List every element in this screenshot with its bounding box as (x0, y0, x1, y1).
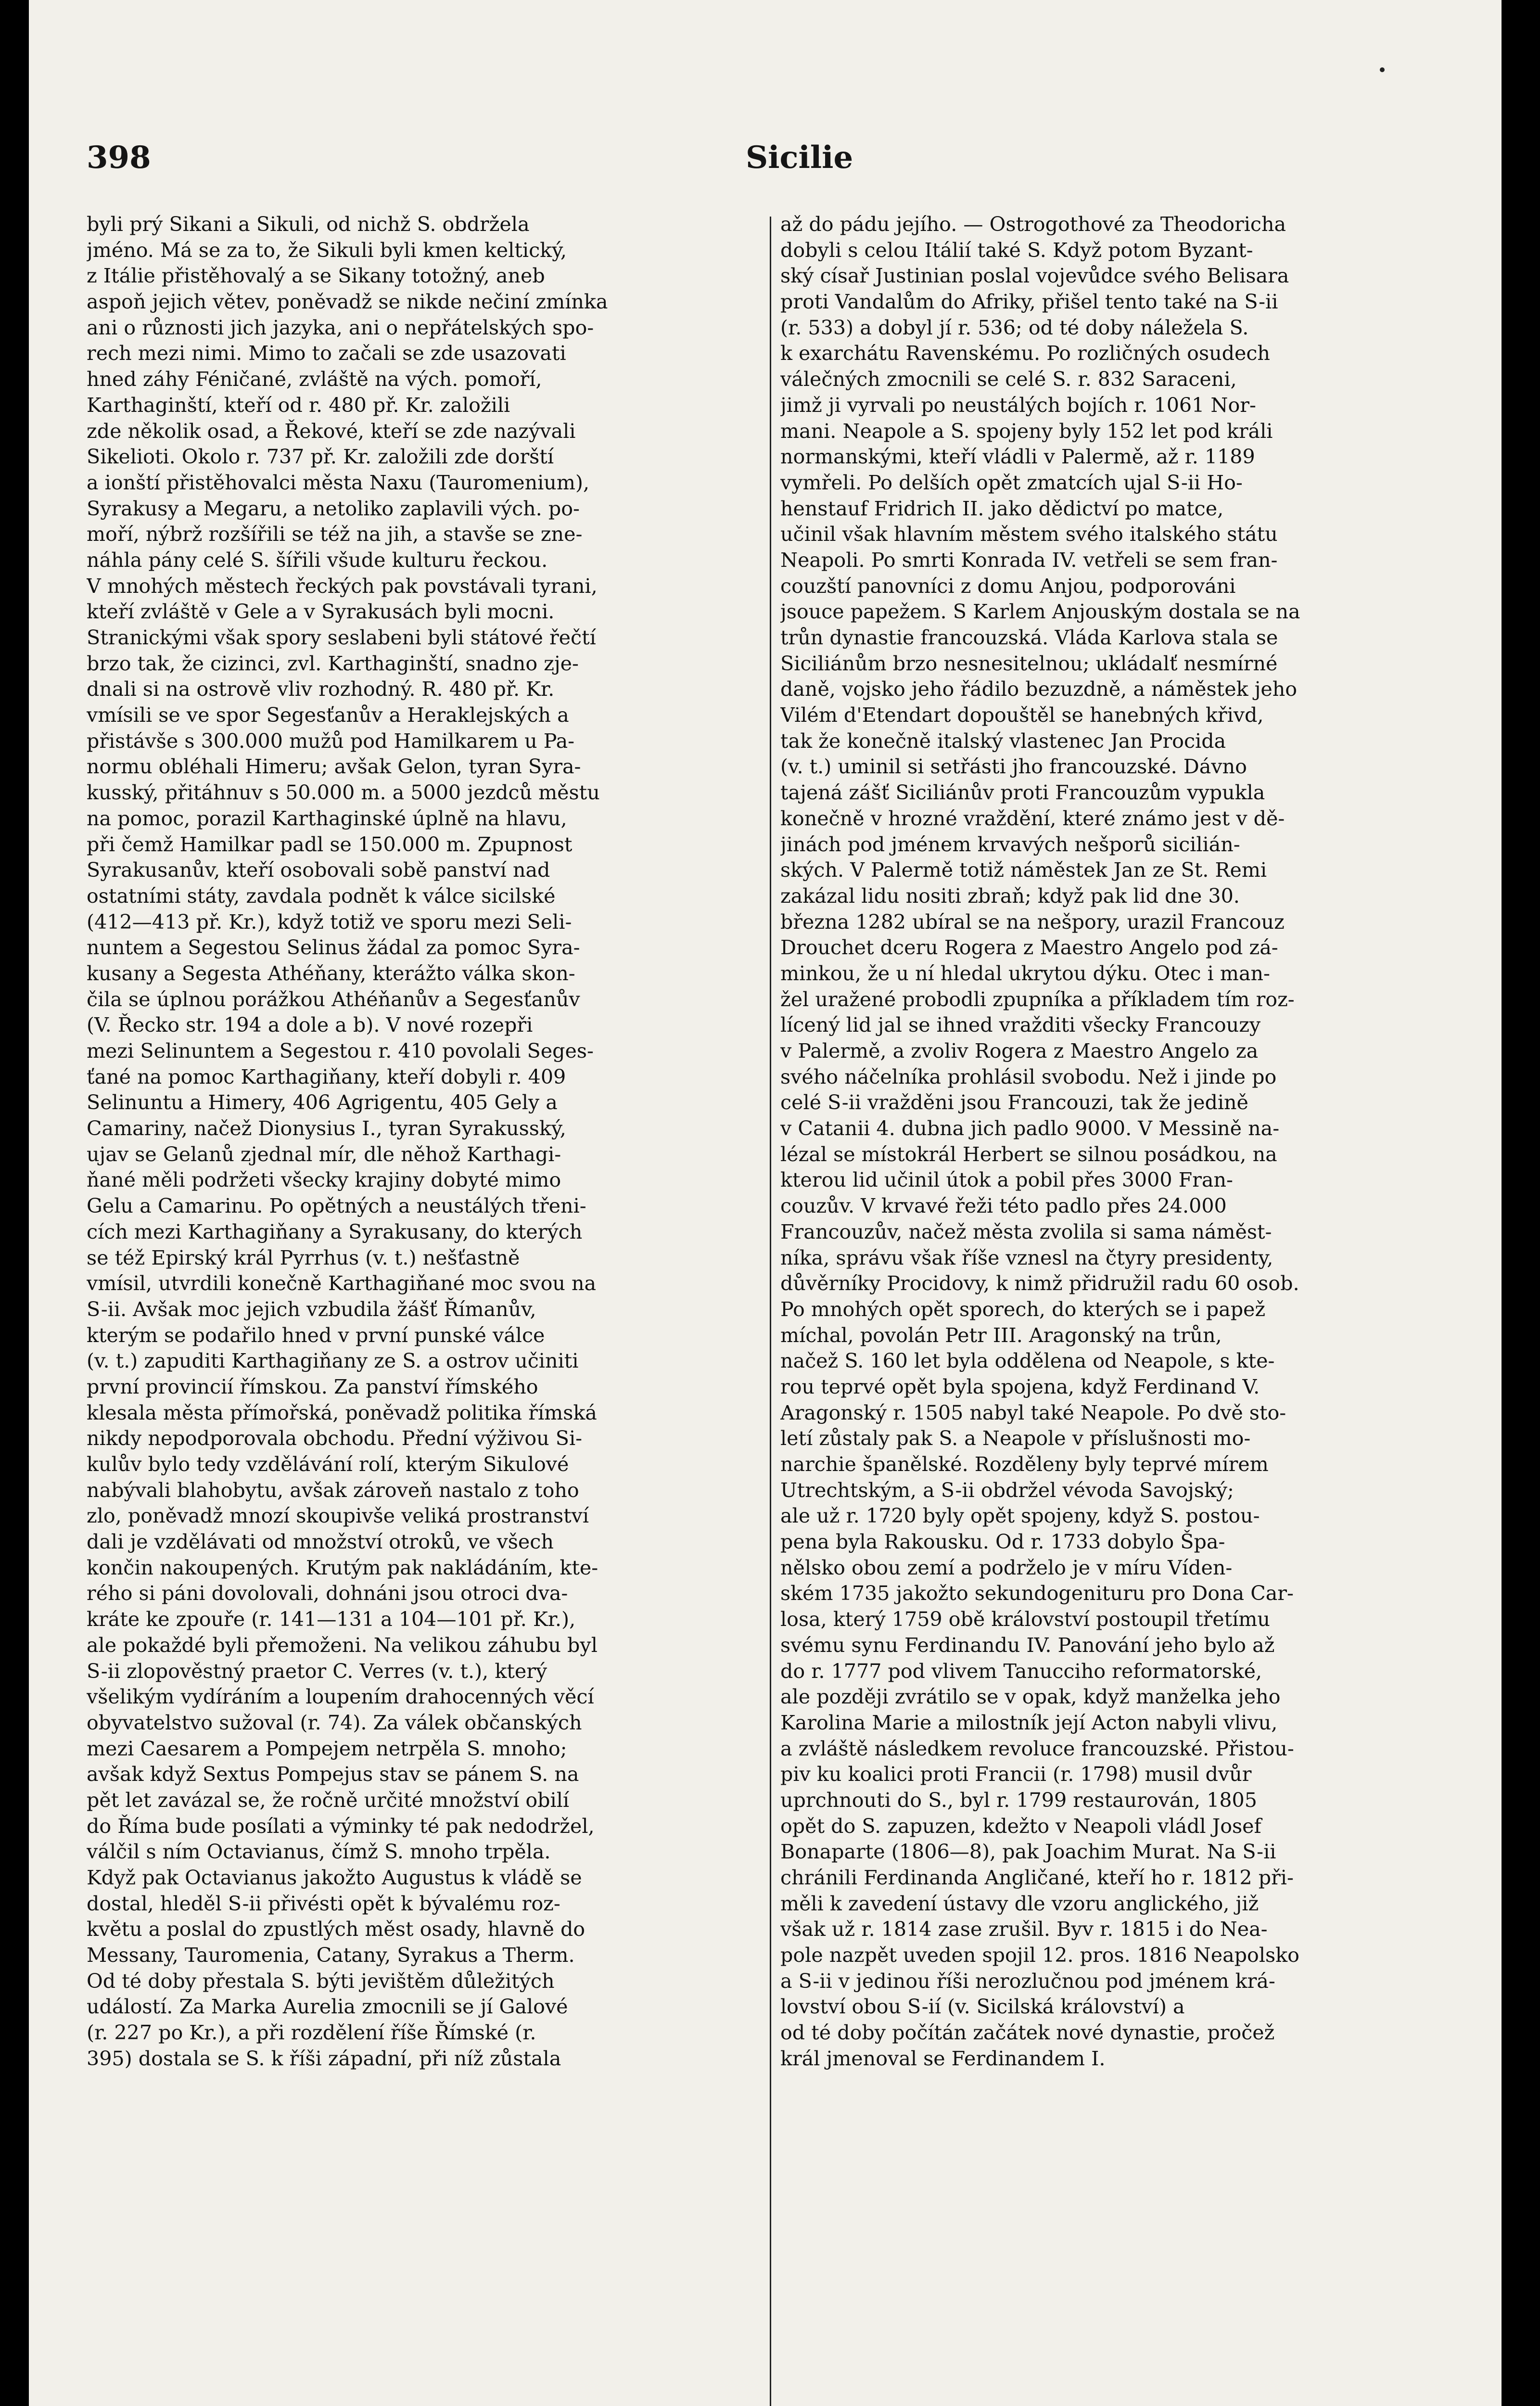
text-line: henstauf Fridrich II. jako dědictví po matce, (780, 497, 1224, 520)
text-line: V mnohých městech řeckých pak povstávali tyrani, (87, 574, 598, 598)
text-line: rou teprvé opět byla spojena, když Ferdinand V. (780, 1375, 1260, 1398)
text-line: ských. V Palermě totiž náměstek Jan ze St. Remi (780, 858, 1267, 882)
text-line: se též Epirský král Pyrrhus (v. t.) nešťastně (87, 1246, 520, 1269)
text-line: Neapoli. Po smrti Konrada IV. vetřeli se sem fran- (780, 548, 1278, 572)
text-line: trůn dynastie francouzská. Vláda Karlova stala se (780, 626, 1278, 649)
text-line: kusany a Segesta Athéňany, kterážto válka skon- (87, 961, 575, 985)
text-line: moří, nýbrž rozšířili se též na jih, a stavše se zne- (87, 523, 583, 546)
text-line: dnali si na ostrově vliv rozhodný. R. 480 př. Kr. (87, 678, 555, 701)
text-line: až do pádu jejího. — Ostrogothové za Theodoricha (780, 213, 1286, 236)
text-line: celé S-ii vražděni jsou Francouzi, tak že jedině (780, 1091, 1248, 1114)
text-line: svého náčelníka prohlásil svobodu. Než i jinde po (780, 1065, 1277, 1088)
text-line: čila se úplnou porážkou Athéňanův a Segesťanův (87, 987, 580, 1011)
text-line: vmísili se ve spor Segesťanův a Heraklejských a (87, 704, 569, 727)
text-line: důvěrníky Procidovy, k nimž přidružil radu 60 osob. (780, 1272, 1299, 1295)
text-line: Od té doby přestala S. býti jevištěm důležitých (87, 1969, 555, 1993)
text-line: 395) dostala se S. k říši západní, při níž zůstala (87, 2047, 561, 2070)
text-line: válečných zmocnili se celé S. r. 832 Saraceni, (780, 368, 1237, 391)
text-line: couzští panovníci z domu Anjou, podporováni (780, 574, 1236, 598)
text-line: rech mezi nimi. Mimo to začali se zde usazovati (87, 342, 566, 365)
text-line: kráte ke zpouře (r. 141—131 a 104—101 př. Kr.), (87, 1608, 576, 1631)
text-line: S-ii. Avšak moc jejich vzbudila žášť Římanův, (87, 1297, 536, 1321)
text-line: tak že konečně italský vlastenec Jan Procida (780, 729, 1226, 753)
text-line: Stranickými však spory seslabeni byli státové řečtí (87, 626, 596, 649)
text-line: (412—413 př. Kr.), když totiž ve sporu mezi Seli- (87, 910, 572, 934)
text-line: brzo tak, že cizinci, zvl. Karthaginští, snadno zje- (87, 652, 579, 675)
text-line: Drouchet dceru Rogera z Maestro Angelo pod zá- (780, 936, 1278, 960)
text-line: rého si páni dovolovali, dohnáni jsou otroci dva- (87, 1582, 568, 1605)
text-line: měli k zavedení ústavy dle vzoru anglického, již (780, 1892, 1259, 1915)
text-line: proti Vandalům do Afriky, přišel tento také na S-ii (780, 290, 1278, 314)
text-line: března 1282 ubíral se na nešpory, urazil Francouz (780, 910, 1285, 934)
text-line: mani. Neapole a S. spojeny byly 152 let pod králi (780, 419, 1273, 443)
text-line: od té doby počítán začátek nové dynastie, pročež (780, 2021, 1275, 2045)
text-line: couzův. V krvavé řeži této padlo přes 24.000 (780, 1194, 1227, 1218)
text-line: nuntem a Segestou Selinus žádal za pomoc Syra- (87, 936, 580, 960)
text-line: král jmenoval se Ferdinandem I. (780, 2047, 1106, 2070)
text-line: konečně v hrozné vraždění, které známo jest v dě- (780, 806, 1285, 830)
text-line: květu a poslal do zpustlých měst osady, hlavně do (87, 1918, 585, 1941)
text-line: však už r. 1814 zase zrušil. Byv r. 1815 i do Nea- (780, 1918, 1268, 1941)
text-line: klesala města přímořská, poněvadž politika římská (87, 1401, 597, 1424)
text-line: končin nakoupených. Krutým pak nakládáním, kte- (87, 1556, 598, 1579)
text-line: a S-ii v jedinou říši nerozlučnou pod jménem krá- (780, 1969, 1275, 1993)
page-speck (1380, 67, 1385, 72)
text-line: při čemž Hamilkar padl se 150.000 m. Zpupnost (87, 832, 573, 856)
text-line: Camariny, načež Dionysius I., tyran Syrakusský, (87, 1117, 566, 1140)
text-line: Siciliánům brzo nesnesitelnou; ukládalť nesmírné (780, 652, 1278, 675)
text-line: mezi Caesarem a Pompejem netrpěla S. mnoho; (87, 1737, 567, 1760)
text-line: náhla pány celé S. šířili všude kulturu řeckou. (87, 548, 548, 572)
text-line: (v. t.) uminil si setřásti jho francouzské. Dávno (780, 755, 1247, 779)
text-line: avšak když Sextus Pompejus stav se pánem S. na (87, 1763, 579, 1786)
text-line: vymřeli. Po delších opět zmatcích ujal S-ii Ho- (780, 471, 1243, 494)
text-line: kterým se podařilo hned v první punské válce (87, 1323, 545, 1347)
text-line: níka, správu však říše vznesl na čtyry presidenty, (780, 1246, 1273, 1269)
text-line: zde několik osad, a Řekové, kteří se zde nazývali (87, 419, 576, 443)
right-column (780, 212, 1454, 2072)
text-line: Syrakusanův, kteří osobovali sobě panství nad (87, 858, 550, 882)
text-line: (v. t.) zapuditi Karthagiňany ze S. a ostrov učiniti (87, 1349, 579, 1373)
text-line: nabývali blahobytu, avšak zároveň nastalo z toho (87, 1478, 579, 1502)
text-line: nělsko obou zemí a podrželo je v míru Víden- (780, 1556, 1233, 1579)
text-line: žel uražené probodli zpupníka a příkladem tím roz- (780, 987, 1295, 1011)
text-line: jinách pod jménem krvavých nešporů sicilián- (780, 832, 1240, 856)
text-line: ském 1735 jakožto sekundogenituru pro Dona Car- (780, 1582, 1294, 1605)
text-line: ský císař Justinian poslal vojevůdce svého Belisara (780, 264, 1289, 288)
text-line: chránili Ferdinanda Angličané, kteří ho r. 1812 při- (780, 1866, 1294, 1889)
text-line: mezi Selinuntem a Segestou r. 410 povolali Seges- (87, 1039, 594, 1062)
page-header (87, 140, 1502, 197)
text-line: do r. 1777 pod vlivem Tanucciho reformatorské, (780, 1659, 1262, 1683)
page-number: 398 (87, 140, 151, 176)
text-line: Utrechtským, a S-ii obdržel vévoda Savojský; (780, 1478, 1234, 1502)
text-line: opět do S. zapuzen, kdežto v Neapoli vládl Josef (780, 1814, 1261, 1838)
text-line: a ionští přistěhovalci města Naxu (Tauromenium), (87, 471, 590, 494)
text-line: Bonaparte (1806—8), pak Joachim Murat. Na S-ii (780, 1840, 1276, 1864)
text-line: jsouce papežem. S Karlem Anjouským dostala se na (780, 600, 1300, 624)
text-line: kulův bylo tedy vzdělávání rolí, kterým Sikulové (87, 1453, 569, 1476)
left-column (87, 212, 760, 2072)
text-line: Po mnohých opět sporech, do kterých se i papež (780, 1297, 1266, 1321)
text-line: v Catanii 4. dubna jich padlo 9000. V Messině na- (780, 1117, 1280, 1140)
text-line: hned záhy Féničané, zvláště na vých. pomoří, (87, 368, 542, 391)
text-line: Messany, Tauromenia, Catany, Syrakus a Therm. (87, 1944, 575, 1967)
text-line: narchie španělské. Rozděleny byly teprvé mírem (780, 1453, 1269, 1476)
text-line: válčil s ním Octavianus, čímž S. mnoho trpěla. (87, 1840, 551, 1864)
text-line: lícený lid jal se ihned vražditi všecky Francouzy (780, 1013, 1261, 1037)
text-line: Karolina Marie a milostník její Acton nabyli vlivu, (780, 1711, 1278, 1734)
text-line: obyvatelstvo sužoval (r. 74). Za válek občanských (87, 1711, 582, 1734)
text-line: z Itálie přistěhovalý a se Sikany totožný, aneb (87, 264, 545, 288)
text-line: (V. Řecko str. 194 a dole a b). V nové rozepři (87, 1013, 533, 1037)
text-line: zlo, poněvadž mnozí skoupivše veliká prostranství (87, 1504, 589, 1528)
text-line: minkou, že u ní hledal ukrytou dýku. Otec i man- (780, 961, 1270, 985)
text-line: daně, vojsko jeho řádilo bezuzdně, a náměstek jeho (780, 678, 1298, 701)
text-line: na pomoc, porazil Karthaginské úplně na hlavu, (87, 806, 567, 830)
text-line: Když pak Octavianus jakožto Augustus k vládě se (87, 1866, 582, 1889)
text-line: losa, který 1759 obě království postoupil třetímu (780, 1608, 1270, 1631)
text-line: všelikým vydíráním a loupením drahocenných věcí (87, 1685, 594, 1709)
text-line: ale pokaždé byli přemoženi. Na velikou záhubu byl (87, 1633, 598, 1657)
text-line: ani o různosti jich jazyka, ani o nepřátelských spo- (87, 316, 594, 339)
text-line: do Říma bude posílati a výminky té pak nedodržel, (87, 1814, 595, 1838)
text-line: Syrakusy a Megaru, a netoliko zaplavili vých. po- (87, 497, 580, 520)
text-line: piv ku koalici proti Francii (r. 1798) musil dvůr (780, 1763, 1252, 1786)
text-line: pět let zavázal se, že ročně určité množství obilí (87, 1788, 570, 1812)
text-line: kteří zvláště v Gele a v Syrakusách byli mocni. (87, 600, 555, 624)
text-line: jimž ji vyrvali po neustálých bojích r. 1061 Nor- (780, 393, 1256, 417)
text-line: uprchnouti do S., byl r. 1799 restaurován, 1805 (780, 1788, 1257, 1812)
text-line: jméno. Má se za to, že Sikuli byli kmen keltický, (87, 238, 567, 262)
text-line: pole nazpět uveden spojil 12. pros. 1816 Neapolsko (780, 1944, 1299, 1967)
text-line: k exarchátu Ravenskému. Po rozličných osudech (780, 342, 1270, 365)
text-line: cích mezi Karthagiňany a Syrakusany, do kterých (87, 1220, 583, 1243)
text-line: Gelu a Camarinu. Po opětných a neustálých třeni- (87, 1194, 586, 1218)
text-line: událostí. Za Marka Aurelia zmocnili se jí Galové (87, 1995, 568, 2019)
text-line: lézal se místokrál Herbert se silnou posádkou, na (780, 1142, 1277, 1166)
text-line: kusský, přitáhnuv s 50.000 m. a 5000 jezdců městu (87, 781, 600, 805)
text-line: Vilém d'Etendart dopouštěl se hanebných křivd, (780, 704, 1264, 727)
text-line: Selinuntu a Himery, 406 Agrigentu, 405 Gely a (87, 1091, 558, 1114)
text-line: ujav se Gelanů zjednal mír, dle něhož Karthagi- (87, 1142, 561, 1166)
text-line: normanskými, kteří vládli v Palermě, až r. 1189 (780, 445, 1255, 469)
text-line: aspoň jejich větev, poněvadž se nikde nečiní zmínka (87, 290, 608, 314)
text-line: zakázal lidu nositi zbraň; když pak lid dne 30. (780, 884, 1240, 908)
text-line: první provincií římskou. Za panství římského (87, 1375, 538, 1398)
text-line: kterou lid učinil útok a pobil přes 3000 Fran- (780, 1168, 1233, 1192)
text-line: načež S. 160 let byla oddělena od Neapole, s kte- (780, 1349, 1275, 1373)
running-head: Sicilie (746, 140, 853, 176)
text-line: ale už r. 1720 byly opět spojeny, když S. postou- (780, 1504, 1260, 1528)
text-line: letí zůstaly pak S. a Neapole v příslušnosti mo- (780, 1427, 1251, 1450)
text-line: tajená zášť Siciliánův proti Francouzům vypukla (780, 781, 1265, 805)
text-line: dobyli s celou Itálií také S. Když potom Byzant- (780, 238, 1253, 262)
text-line: v Palermě, a zvoliv Rogera z Maestro Angelo za (780, 1039, 1259, 1062)
text-line: lovství obou S-ií (v. Sicilská království) a (780, 1995, 1185, 2019)
text-line: S-ii zlopověstný praetor C. Verres (v. t.), který (87, 1659, 547, 1683)
column-divider (770, 217, 771, 2406)
text-line: dali je vzdělávati od množství otroků, ve všech (87, 1530, 554, 1554)
text-line: vmísil, utvrdili konečně Karthagiňané moc svou na (87, 1272, 597, 1295)
text-line: Francouzův, načež města zvolila si sama náměst- (780, 1220, 1272, 1243)
text-line: učinil však hlavním městem svého italského státu (780, 523, 1278, 546)
text-line: ťané na pomoc Karthagiňany, kteří dobyli r. 409 (87, 1065, 566, 1088)
text-line: Sikelioti. Okolo r. 737 př. Kr. založili zde dorští (87, 445, 554, 469)
page (29, 0, 1502, 2406)
text-line: dostal, hleděl S-ii přivésti opět k bývalému roz- (87, 1892, 560, 1915)
text-line: (r. 227 po Kr.), a při rozdělení říše Římské (r. (87, 2021, 536, 2045)
text-line: nikdy nepodporovala obchodu. Přední výživou Si- (87, 1427, 583, 1450)
text-line: přistávše s 300.000 mužů pod Hamilkarem u Pa- (87, 729, 575, 753)
text-line: normu obléhali Himeru; avšak Gelon, tyran Syra- (87, 755, 581, 779)
text-line: a zvláště následkem revoluce francouzské. Přistou- (780, 1737, 1294, 1760)
text-line: Karthaginští, kteří od r. 480 př. Kr. založili (87, 393, 510, 417)
text-line: pena byla Rakousku. Od r. 1733 dobylo Špa- (780, 1530, 1225, 1554)
text-line: ostatními státy, zavdala podnět k válce sicilské (87, 884, 556, 908)
text-line: ňané měli podržeti všecky krajiny dobyté mimo (87, 1168, 561, 1192)
text-line: byli prý Sikani a Sikuli, od nichž S. obdržela (87, 213, 530, 236)
text-line: (r. 533) a dobyl jí r. 536; od té doby náležela S. (780, 316, 1249, 339)
text-line: míchal, povolán Petr III. Aragonský na trůn, (780, 1323, 1222, 1347)
text-line: ale později zvrátilo se v opak, když manželka jeho (780, 1685, 1281, 1709)
text-line: Aragonský r. 1505 nabyl také Neapole. Po dvě sto- (780, 1401, 1286, 1424)
text-line: svému synu Ferdinandu IV. Panování jeho bylo až (780, 1633, 1275, 1657)
